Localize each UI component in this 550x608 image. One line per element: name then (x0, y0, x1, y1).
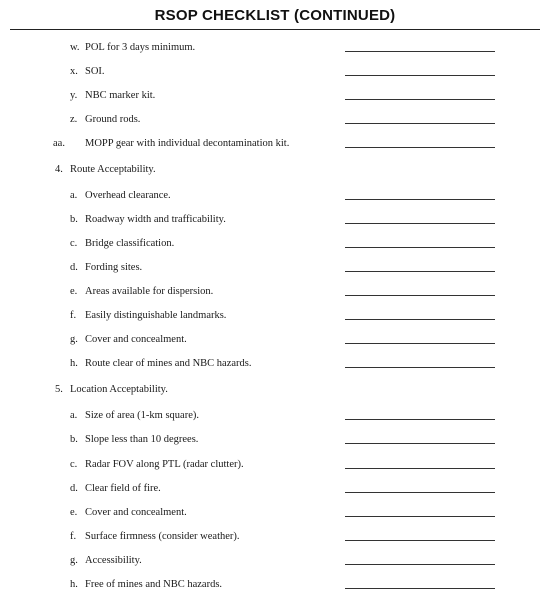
item-text: Radar FOV along PTL (radar clutter). (85, 459, 244, 470)
item-text: Cover and concealment. (85, 334, 187, 345)
item-text: Roadway width and trafficability. (85, 214, 226, 225)
item-label: e. (70, 286, 78, 297)
checklist-item (0, 481, 550, 497)
check-line[interactable] (345, 564, 495, 565)
item-label: e. (70, 507, 78, 518)
checklist-item (0, 236, 550, 252)
item-label: h. (70, 579, 78, 590)
checklist-item (0, 88, 550, 104)
item-label: z. (70, 114, 78, 125)
check-line[interactable] (345, 343, 495, 344)
check-line[interactable] (345, 123, 495, 124)
checklist-item (0, 260, 550, 276)
item-text: Areas available for dispersion. (85, 286, 214, 297)
check-line[interactable] (345, 223, 495, 224)
check-line[interactable] (345, 51, 495, 52)
check-line[interactable] (345, 443, 495, 444)
item-text: Free of mines and NBC hazards. (85, 579, 223, 590)
item-text: POL for 3 days minimum. (85, 42, 196, 53)
item-text: Accessibility. (85, 555, 142, 566)
section-heading (0, 162, 550, 178)
item-text: Surface firmness (consider weather). (85, 531, 240, 542)
section-title: Location Acceptability. (70, 384, 168, 395)
check-line[interactable] (345, 247, 495, 248)
item-label: h. (70, 358, 78, 369)
check-line[interactable] (345, 492, 495, 493)
check-line[interactable] (345, 99, 495, 100)
item-label: d. (70, 483, 78, 494)
item-label: w. (70, 42, 80, 53)
check-line[interactable] (345, 588, 495, 589)
checklist-item (0, 212, 550, 228)
item-label: f. (70, 310, 77, 321)
check-line[interactable] (345, 540, 495, 541)
item-label: g. (70, 334, 78, 345)
checklist-item (0, 529, 550, 545)
check-line[interactable] (345, 516, 495, 517)
checklist-item (0, 188, 550, 204)
check-line[interactable] (345, 319, 495, 320)
item-text: Route clear of mines and NBC hazards. (85, 358, 252, 369)
checklist-item (0, 112, 550, 128)
item-text: Size of area (1-km square). (85, 410, 199, 421)
check-line[interactable] (345, 419, 495, 420)
checklist-item (0, 457, 550, 473)
item-text: Easily distinguishable landmarks. (85, 310, 227, 321)
item-label: c. (70, 238, 78, 249)
header-rule (10, 29, 540, 30)
section-number: 5. (55, 384, 63, 395)
check-line[interactable] (345, 468, 495, 469)
checklist-item (0, 577, 550, 593)
item-label: x. (70, 66, 78, 77)
item-text: Fording sites. (85, 262, 143, 273)
item-text: NBC marker kit. (85, 90, 156, 101)
section-title: Route Acceptability. (70, 164, 156, 175)
item-label: b. (70, 214, 78, 225)
item-text: Bridge classification. (85, 238, 175, 249)
item-text: Clear field of fire. (85, 483, 161, 494)
check-line[interactable] (345, 75, 495, 76)
page-title: RSOP CHECKLIST (CONTINUED) (154, 7, 396, 24)
item-label: a. (70, 190, 78, 201)
item-label: g. (70, 555, 78, 566)
checklist-item (0, 136, 550, 152)
check-line[interactable] (345, 199, 495, 200)
checklist-item (0, 64, 550, 80)
checklist-item (0, 408, 550, 424)
checklist-item (0, 505, 550, 521)
item-text: Ground rods. (85, 114, 141, 125)
checklist-item (0, 356, 550, 372)
section-number: 4. (55, 164, 63, 175)
item-text: SOI. (85, 66, 105, 77)
item-text: Slope less than 10 degrees. (85, 434, 199, 445)
item-label: d. (70, 262, 78, 273)
checklist-item (0, 40, 550, 56)
section-heading (0, 382, 550, 398)
checklist-item (0, 332, 550, 348)
item-label: c. (70, 459, 78, 470)
item-label: b. (70, 434, 78, 445)
item-label: f. (70, 531, 77, 542)
item-text: Overhead clearance. (85, 190, 171, 201)
check-line[interactable] (345, 147, 495, 148)
page-header (0, 0, 550, 30)
item-label: aa. (53, 138, 65, 149)
checklist-item (0, 553, 550, 569)
check-line[interactable] (345, 367, 495, 368)
item-label: y. (70, 90, 78, 101)
checklist-item (0, 284, 550, 300)
check-line[interactable] (345, 295, 495, 296)
item-label: a. (70, 410, 78, 421)
item-text: MOPP gear with individual decontamination kit. (85, 138, 290, 149)
item-text: Cover and concealment. (85, 507, 187, 518)
checklist-item (0, 432, 550, 448)
checklist-item (0, 308, 550, 324)
check-line[interactable] (345, 271, 495, 272)
